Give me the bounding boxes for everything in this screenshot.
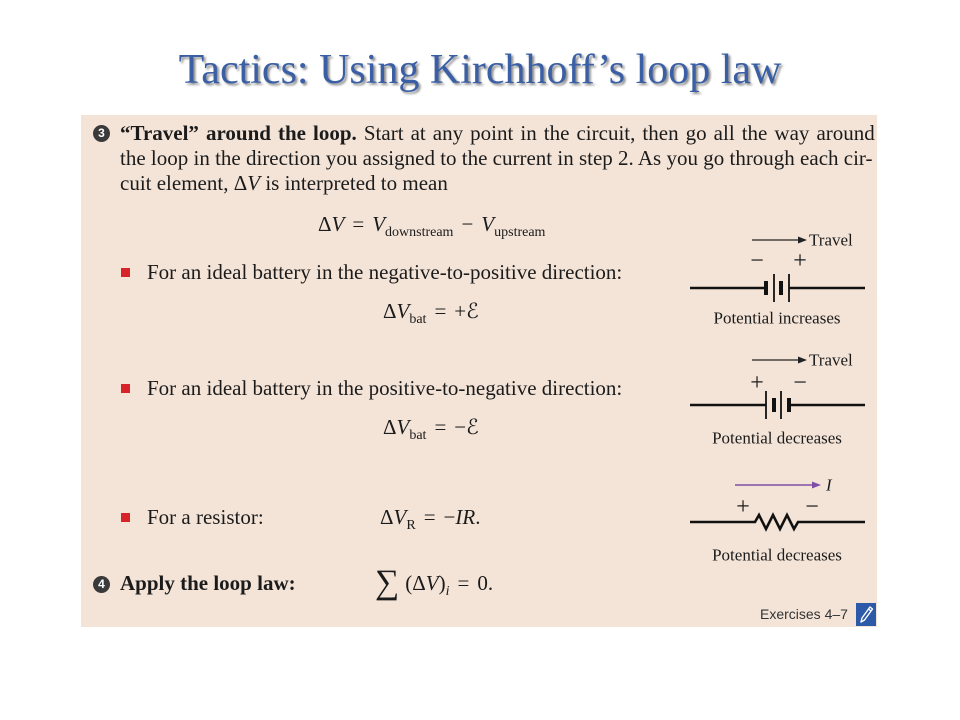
eq-delta: Δ: [383, 415, 397, 439]
step-3-line-2: the loop in the direction you assigned to the current in step 2. As you go through each cir-: [120, 146, 873, 170]
eq-var: V: [393, 505, 407, 529]
eq-equals: =: [457, 571, 470, 595]
eq-var: V: [396, 415, 410, 439]
eq-rhs: IR: [455, 505, 476, 529]
travel-label: Travel: [809, 230, 853, 250]
step-3-text-3a: cuit element,: [120, 171, 229, 195]
negative-sign: −: [793, 370, 807, 396]
eq-equals: =: [352, 212, 365, 236]
bullet-square: [121, 513, 130, 522]
pencil-icon: [856, 603, 876, 626]
bullet-square: [121, 384, 130, 393]
eq-rhs: 0.: [477, 571, 494, 595]
bullet-battery-neg-to-pos: For an ideal battery in the negative-to-positive direction:: [147, 260, 623, 284]
loop-law-equation: [375, 564, 494, 601]
resistor-diagram: [680, 470, 870, 570]
eq-open-paren: (: [405, 571, 413, 595]
positive-sign: +: [736, 494, 750, 520]
eq-sub-upstream: upstream: [494, 225, 546, 240]
pencil-glyph: [856, 603, 876, 626]
battery-increase-equation: [383, 299, 479, 327]
slide-title: Tactics: Using Kirchhoff’s loop law: [178, 47, 782, 93]
delta-symbol: Δ: [233, 171, 248, 195]
step-3-line-3: [120, 171, 448, 196]
bullet-resistor: For a resistor:: [147, 505, 264, 529]
battery-icon: [690, 274, 865, 302]
diagram-caption: Potential decreases: [712, 428, 842, 448]
eq-close-paren: ): [438, 571, 446, 595]
diagram-caption: Potential decreases: [712, 545, 842, 565]
eq-var: V: [425, 571, 439, 595]
sum-symbol: ∑: [375, 564, 400, 601]
delta-v-definition-equation: [318, 212, 545, 240]
resistor-equation: [380, 505, 480, 533]
negative-sign: −: [805, 494, 819, 520]
voltage-symbol: V: [247, 171, 261, 195]
eq-equals: =: [423, 505, 436, 529]
step-4-heading: Apply the loop law:: [120, 571, 296, 595]
step-3-badge: 3: [93, 125, 110, 142]
positive-sign: +: [793, 248, 807, 274]
eq-equals: =: [434, 415, 447, 439]
current-arrow-icon: [735, 482, 821, 489]
step-3-line-1: [120, 121, 875, 146]
travel-arrow-icon: [752, 237, 807, 244]
eq-var: V: [396, 299, 410, 323]
eq-delta: Δ: [318, 212, 332, 236]
eq-v-downstream: V: [372, 212, 386, 236]
bullet-square: [121, 268, 130, 277]
eq-period: .: [475, 505, 481, 529]
battery-decrease-diagram: [680, 348, 870, 450]
eq-sub-downstream: downstream: [385, 225, 454, 240]
negative-sign: −: [750, 248, 764, 274]
bullet-battery-pos-to-neg: For an ideal battery in the positive-to-negative direction:: [147, 376, 623, 400]
step-3-text-1: Start at any point in the circuit, then go all the way around: [363, 121, 875, 145]
current-label: I: [826, 475, 832, 495]
step-3-heading: “Travel” around the loop.: [120, 121, 357, 145]
positive-sign: +: [750, 370, 764, 396]
exercises-reference: Exercises 4–7: [760, 606, 848, 622]
eq-v-upstream: V: [481, 212, 495, 236]
step-4-badge: 4: [93, 576, 110, 593]
eq-rhs: −ℰ: [454, 415, 479, 439]
resistor-icon: [690, 515, 865, 529]
step-3-text-3b: is interpreted to mean: [265, 171, 448, 195]
diagram-caption: Potential increases: [713, 308, 841, 328]
eq-sub: bat: [409, 312, 427, 327]
travel-arrow-icon: [752, 357, 807, 364]
eq-delta: Δ: [380, 505, 394, 529]
eq-sub: i: [445, 584, 450, 599]
eq-lhs-var: V: [331, 212, 345, 236]
eq-delta: Δ: [383, 299, 397, 323]
eq-sign: −: [443, 505, 456, 529]
eq-sub: bat: [409, 428, 427, 443]
eq-minus: −: [461, 212, 474, 236]
eq-delta: Δ: [412, 571, 426, 595]
eq-rhs: +ℰ: [454, 299, 479, 323]
battery-decrease-equation: [383, 415, 479, 443]
battery-icon: [690, 391, 865, 419]
eq-sub: R: [406, 518, 416, 533]
battery-increase-diagram: [680, 228, 870, 330]
travel-label: Travel: [809, 350, 853, 370]
eq-equals: =: [434, 299, 447, 323]
